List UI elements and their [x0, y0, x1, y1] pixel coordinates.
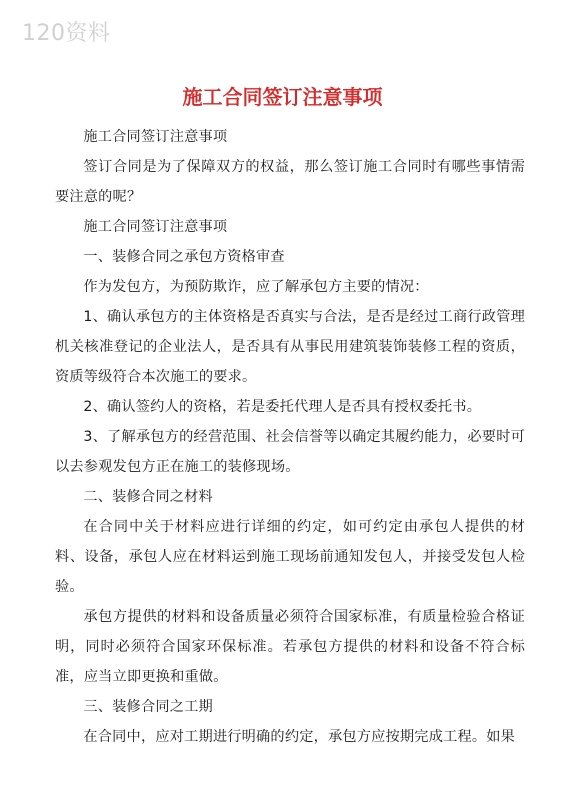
paragraph-qualification-intro: 作为发包方，为预防欺诈，应了解承包方主要的情况：: [83, 279, 429, 295]
paragraph-item-2: 2、确认签约人的资格，若是委托代理人是否具有授权委托书。: [83, 399, 482, 415]
paragraph-section-title: 施工合同签订注意事项: [83, 219, 228, 235]
watermark-logo: 120资料: [22, 21, 111, 46]
paragraph-intro: 签订合同是为了保障双方的权益，那么签订施工合同时有哪些事情需要注意的呢？: [55, 159, 525, 205]
heading-materials: 二、装修合同之材料: [83, 489, 213, 505]
document-body: [55, 122, 525, 752]
paragraph-item-1: 1、确认承包方的主体资格是否真实与合法，是否是经过工商行政管理机关核准登记的企业法人，是否具有从事民用建筑装饰装修工程的资质，资质等级符合本次施工的要求。: [55, 309, 525, 385]
paragraph-schedule: 在合同中，应对工期进行明确的约定，承包方应按期完成工程。如果: [83, 729, 516, 745]
paragraph-materials-1: 在合同中关于材料应进行详细的约定，如可约定由承包人提供的材料、设备，承包人应在材料运到施工现场前通知发包人，并接受发包人检验。: [55, 519, 525, 595]
paragraph-materials-2: 承包方提供的材料和设备质量必须符合国家标准，有质量检验合格证明，同时必须符合国家环保标准。若承包方提供的材料和设备不符合标准，应当立即更换和重做。: [55, 609, 525, 685]
paragraph-item-3: 3、了解承包方的经营范围、社会信誉等以确定其履约能力，必要时可以去参观发包方正在施工的装修现场。: [55, 429, 525, 475]
heading-contractor-qualification: 一、装修合同之承包方资格审查: [83, 249, 285, 265]
heading-schedule: 三、装修合同之工期: [83, 699, 213, 715]
document-title: 施工合同签订注意事项: [182, 85, 383, 110]
paragraph-repeat-title: 施工合同签订注意事项: [83, 129, 228, 145]
